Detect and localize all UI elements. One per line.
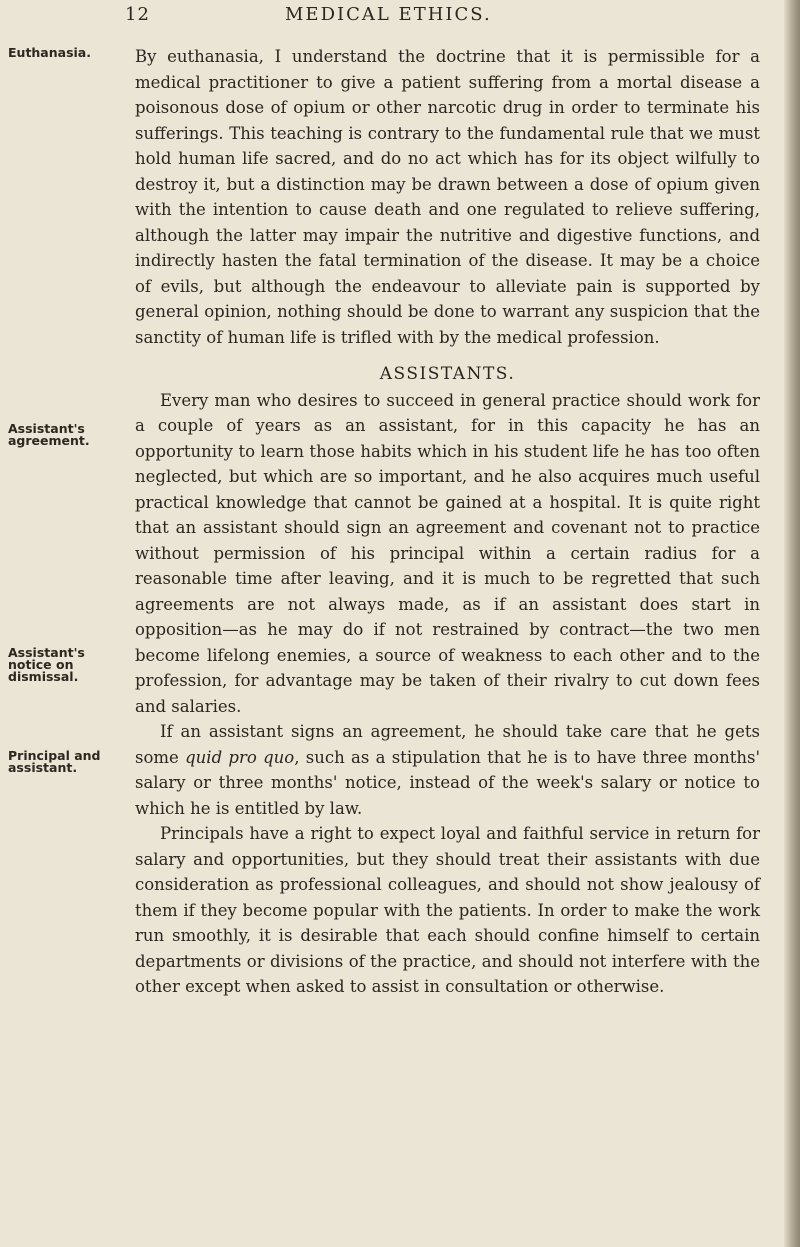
sidenote-euthanasia: [8, 47, 128, 59]
sidenote-line: notice on: [8, 657, 74, 672]
sidenote-line: Euthanasia.: [8, 45, 91, 60]
page-edge-shadow: [784, 0, 800, 1247]
page-number: 12: [125, 4, 150, 25]
sidenote-line: Principal and: [8, 748, 101, 763]
paragraph-assistant-notice: [135, 719, 760, 821]
notice-text-after: , such as a stipulation that he is to have three months' salary or three months' notice, instead of the week's salary or notice to which he is entitled by law.: [135, 747, 760, 818]
section-heading-assistants: ASSISTANTS.: [379, 364, 516, 384]
paragraph-euthanasia: By euthanasia, I understand the doctrine that it is permissible for a medical practitioner to give a patient suffering from a mortal disease a poisonous dose of opium or other narcotic drug in order to terminate his sufferings. This teaching is contrary to the fundamental rule that we must hold human life sacred, and do no act which has for its object wilfully to destroy it, but a distinction may be drawn between a dose of opium given with the intention to cause death and one regulated to relieve suffering, although the latter may impair the nutritive and digestive functions, and indirectly hasten the fatal termination of the disease. It may be a choice of evils, but although the endeavour to alleviate pain is supported by general opinion, nothing should be done to warrant any suspicion that the sanctity of human life is trifled with by the medical profession.: [135, 47, 760, 347]
notice-text-italic: quid pro quo: [185, 747, 295, 767]
notice-text-before: If an assistant signs an agreement, he should take care that he gets some: [135, 722, 760, 767]
body-text: [135, 44, 760, 1000]
sidenote-line: Assistant's: [8, 645, 85, 660]
sidenote-principal-assistant: [8, 750, 128, 774]
paragraph-assistants: Every man who desires to succeed in general practice should work for a couple of years as an assistant, for in this capacity he has an opportunity to learn those habits which in his student life he has too often neglected, but which are so important, and he also acquires much useful practical knowledge that cannot be gained at a hospital. It is quite right that an assistant should sign an agreement and covenant not to practice without permission of his principal within a certain radius for a reasonable time after leaving, and it is much to be regretted that such agreements are not always made, as if an assistant does start in opposition—as he may do if not restrained by contract—the two men become lifelong enemies, a source of weakness to each other and to the profession, for advantage may be taken of their rivalry to cut down fees and salaries.: [135, 390, 760, 716]
sidenote-assistants-agreement: [8, 423, 128, 447]
section-spacer: [135, 350, 760, 362]
sidenote-line: Assistant's: [8, 421, 85, 436]
sidenote-line: assistant.: [8, 760, 78, 775]
running-title: MEDICAL ETHICS.: [285, 4, 492, 25]
sidenote-line: dismissal.: [8, 669, 79, 684]
sidenote-line: agreement.: [8, 433, 90, 448]
running-head: [0, 4, 800, 34]
paragraph-principal-assistant: Principals have a right to expect loyal and faithful service in return for salary and opportunities, but they should treat their assistants with due consideration as professional colleagues, and should not show jealousy of them if they become popular with the patients. In order to make the work run smoothly, it is desirable that each should confine himself to certain departments or divisions of the practice, and should not interfere with the other except when asked to assist in consultation or otherwise.: [135, 824, 760, 996]
sidenote-assistants-notice: [8, 647, 128, 683]
